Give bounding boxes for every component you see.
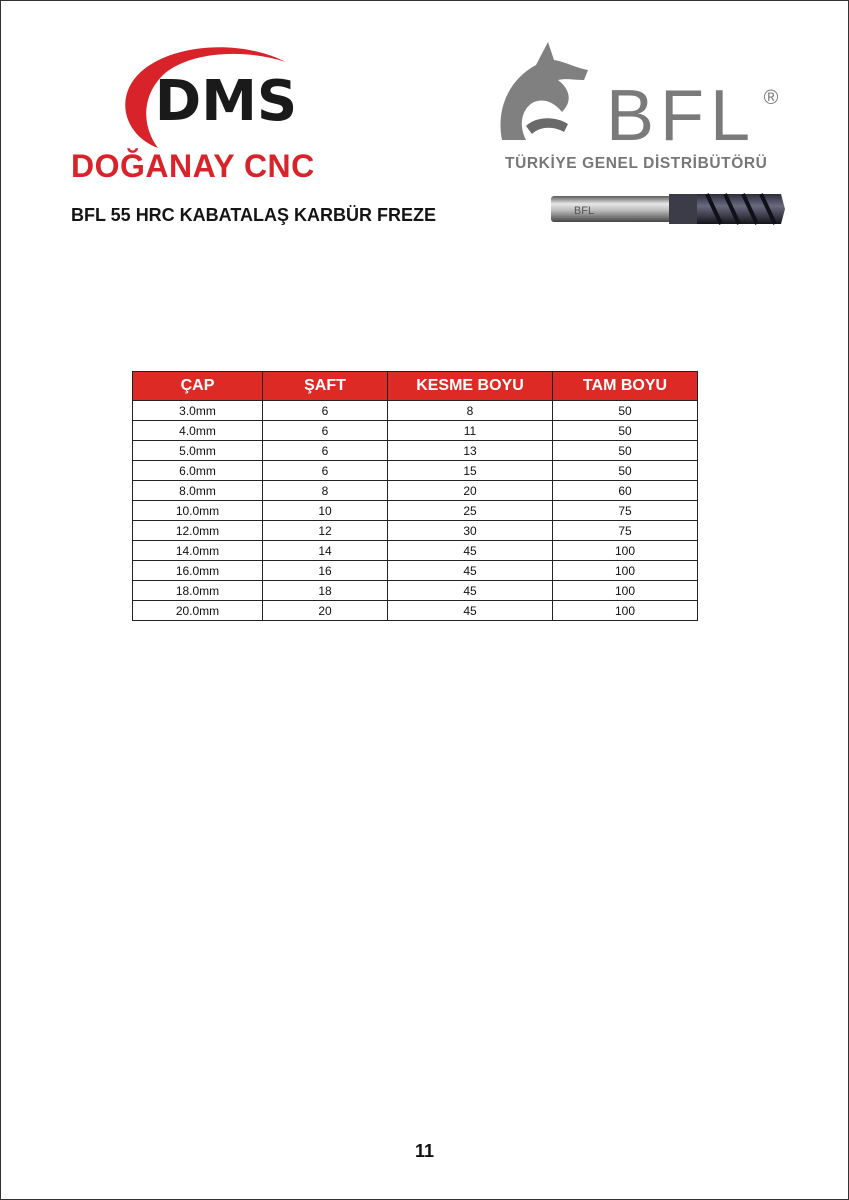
header-saft: ŞAFT	[263, 372, 388, 401]
table-row	[133, 541, 698, 561]
table-row	[133, 501, 698, 521]
table-row	[133, 581, 698, 601]
cell-kesme-boyu: 25	[388, 501, 553, 521]
brand-name: DOĞANAY CNC	[71, 148, 315, 184]
cell-cap: 4.0mm	[133, 421, 263, 441]
cell-saft: 12	[263, 521, 388, 541]
cell-saft: 20	[263, 601, 388, 621]
header-cap: ÇAP	[133, 372, 263, 401]
cell-cap: 20.0mm	[133, 601, 263, 621]
table-row	[133, 521, 698, 541]
table-row	[133, 421, 698, 441]
cell-saft: 6	[263, 401, 388, 421]
cell-kesme-boyu: 30	[388, 521, 553, 541]
cell-cap: 5.0mm	[133, 441, 263, 461]
cell-cap: 14.0mm	[133, 541, 263, 561]
cell-cap: 18.0mm	[133, 581, 263, 601]
cell-tam-boyu: 75	[553, 521, 698, 541]
header-tam-boyu: TAM BOYU	[553, 372, 698, 401]
table-row	[133, 401, 698, 421]
cell-saft: 10	[263, 501, 388, 521]
cell-saft: 6	[263, 441, 388, 461]
cell-tam-boyu: 100	[553, 541, 698, 561]
table-header-row	[133, 372, 698, 401]
cell-tam-boyu: 50	[553, 401, 698, 421]
cell-kesme-boyu: 20	[388, 481, 553, 501]
cell-tam-boyu: 100	[553, 601, 698, 621]
cell-kesme-boyu: 13	[388, 441, 553, 461]
bfl-logo-text: BFL	[605, 76, 757, 155]
table-row	[133, 601, 698, 621]
table-row	[133, 461, 698, 481]
cell-cap: 16.0mm	[133, 561, 263, 581]
cell-tam-boyu: 100	[553, 581, 698, 601]
cell-kesme-boyu: 45	[388, 601, 553, 621]
end-mill-engraving: BFL	[573, 205, 595, 217]
dms-logo	[118, 40, 298, 150]
product-title: BFL 55 HRC KABATALAŞ KARBÜR FREZE	[71, 205, 437, 225]
end-mill-image	[549, 190, 787, 228]
cell-saft: 18	[263, 581, 388, 601]
cell-tam-boyu: 50	[553, 461, 698, 481]
cell-kesme-boyu: 8	[388, 401, 553, 421]
cell-cap: 6.0mm	[133, 461, 263, 481]
cell-saft: 6	[263, 461, 388, 481]
cell-tam-boyu: 50	[553, 421, 698, 441]
cell-kesme-boyu: 45	[388, 561, 553, 581]
cell-tam-boyu: 100	[553, 561, 698, 581]
table-row	[133, 481, 698, 501]
cell-cap: 3.0mm	[133, 401, 263, 421]
cell-cap: 12.0mm	[133, 521, 263, 541]
header-kesme-boyu: KESME BOYU	[388, 372, 553, 401]
wolf-icon	[500, 42, 588, 140]
dms-logo-text: DMS	[154, 69, 298, 134]
cell-tam-boyu: 50	[553, 441, 698, 461]
bfl-logo	[496, 40, 786, 155]
spec-table	[132, 371, 698, 621]
cell-saft: 8	[263, 481, 388, 501]
cell-cap: 8.0mm	[133, 481, 263, 501]
cell-kesme-boyu: 11	[388, 421, 553, 441]
table-row	[133, 561, 698, 581]
cell-tam-boyu: 75	[553, 501, 698, 521]
registered-mark: ®	[763, 87, 779, 109]
cell-saft: 14	[263, 541, 388, 561]
cell-tam-boyu: 60	[553, 481, 698, 501]
cell-kesme-boyu: 45	[388, 581, 553, 601]
cell-cap: 10.0mm	[133, 501, 263, 521]
distributor-text: TÜRKİYE GENEL DİSTRİBÜTÖRÜ	[505, 155, 768, 172]
table-row	[133, 441, 698, 461]
cell-kesme-boyu: 15	[388, 461, 553, 481]
cell-saft: 16	[263, 561, 388, 581]
cell-kesme-boyu: 45	[388, 541, 553, 561]
page-number: 11	[414, 1141, 435, 1161]
cell-saft: 6	[263, 421, 388, 441]
